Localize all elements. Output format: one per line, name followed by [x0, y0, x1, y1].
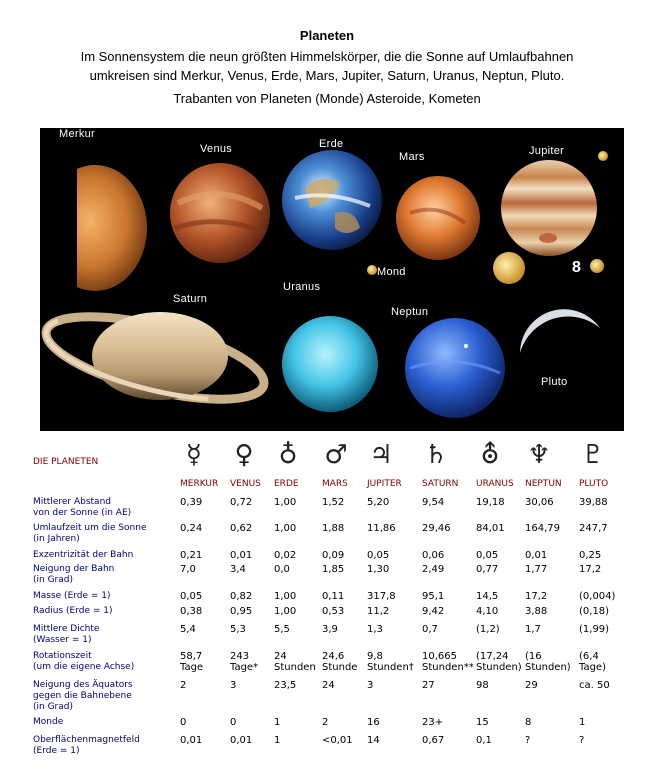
- table-cell: 0,05: [367, 550, 390, 561]
- uranus-planet: [282, 316, 378, 412]
- planet-symbol-saturn: ♄: [424, 440, 448, 470]
- table-cell: 3: [367, 680, 374, 691]
- table-cell: 29,46: [422, 523, 451, 534]
- table-cell: 0,1: [476, 735, 492, 746]
- table-cell: 1: [274, 735, 281, 746]
- table-cell: 317,8: [367, 591, 396, 602]
- table-cell: <0,01: [322, 735, 353, 746]
- intro-line-1: Im Sonnensystem die neun größten Himmelskörper, die die Sonne auf Umlaufbahnen: [80, 49, 574, 64]
- intro-line-2: umkreisen sind Merkur, Venus, Erde, Mars, Jupiter, Saturn, Uranus, Neptun, Pluto.: [89, 68, 565, 83]
- table-cell: (17,24 Stunden): [476, 651, 522, 673]
- planet-symbol-pluto: ♇: [581, 440, 605, 470]
- row-label-line: Mittlerer Abstand: [33, 497, 111, 507]
- table-cell: 0,72: [230, 497, 253, 508]
- label-pluto: Pluto: [541, 376, 568, 388]
- planet-symbol-erde: ♁: [278, 440, 298, 470]
- table-cell: 1: [579, 717, 586, 728]
- row-label-line: Oberflächenmagnetfeld: [33, 735, 140, 745]
- table-cell: 8: [525, 717, 532, 728]
- table-cell: 0,24: [180, 523, 203, 534]
- table-cell: 1,30: [367, 564, 390, 575]
- label-mars: Mars: [399, 151, 425, 163]
- row-label: [33, 680, 178, 713]
- intro-line-3: Trabanten von Planeten (Monde) Asteroide, Kometen: [173, 91, 481, 106]
- table-cell: 1,52: [322, 497, 345, 508]
- table-cell: 2: [322, 717, 329, 728]
- table-cell: 1,77: [525, 564, 548, 575]
- table-cell: 0: [180, 717, 187, 728]
- row-label-line: (in Jahren): [33, 534, 80, 544]
- table-cell: 0,77: [476, 564, 499, 575]
- column-header-jupiter: JUPITER: [367, 479, 402, 489]
- table-cell: 24: [322, 680, 335, 691]
- row-label-line: gegen die Bahnebene: [33, 691, 132, 701]
- table-cell: 0,06: [422, 550, 445, 561]
- table-cell: 30,06: [525, 497, 554, 508]
- table-cell: (6,4 Tage): [579, 651, 606, 673]
- table-cell: 0,7: [422, 624, 438, 635]
- table-cell: 0,01: [230, 550, 253, 561]
- table-cell: 24,6 Stunde: [322, 651, 358, 673]
- table-cell: 39,88: [579, 497, 608, 508]
- label-erde: Erde: [319, 138, 344, 150]
- table-cell: 1,00: [274, 497, 297, 508]
- row-label: [33, 523, 178, 545]
- row-label: [33, 651, 178, 673]
- table-cell: 5,5: [274, 624, 290, 635]
- table-cell: 1,00: [274, 606, 297, 617]
- column-header-uranus: URANUS: [476, 479, 514, 489]
- row-label-line: (in Grad): [33, 702, 73, 712]
- table-cell: (0,004): [579, 591, 616, 602]
- table-cell: 0,67: [422, 735, 445, 746]
- table-cell: (1,2): [476, 624, 500, 635]
- table-cell: 3: [230, 680, 237, 691]
- column-header-neptun: NEPTUN: [525, 479, 562, 489]
- label-neptun: Neptun: [391, 306, 429, 318]
- row-label-line: Exzentrizität der Bahn: [33, 550, 134, 560]
- table-cell: 7,0: [180, 564, 196, 575]
- row-label-line: Mittlere Dichte: [33, 624, 100, 634]
- row-label-line: von der Sonne (in AE): [33, 508, 132, 518]
- label-mond: Mond: [377, 266, 406, 278]
- table-cell: 5,3: [230, 624, 246, 635]
- column-header-mars: MARS: [322, 479, 348, 489]
- label-venus: Venus: [200, 143, 233, 155]
- label-jupiter-moons: 8: [572, 259, 582, 276]
- table-cell: 84,01: [476, 523, 505, 534]
- row-label-line: (Wasser = 1): [33, 635, 92, 645]
- saturn-planet: [92, 312, 228, 400]
- table-cell: 24 Stunden: [274, 651, 316, 673]
- table-cell: 1,3: [367, 624, 383, 635]
- row-label-line: Masse (Erde = 1): [33, 591, 111, 601]
- row-label: [33, 497, 178, 519]
- table-cell: ca. 50: [579, 680, 610, 691]
- planets-illustration: [40, 128, 624, 431]
- table-cell: 10,665 Stunden**: [422, 651, 474, 673]
- row-label-line: (um die eigene Achse): [33, 662, 135, 672]
- table-cell: 0,38: [180, 606, 203, 617]
- table-cell: 9,42: [422, 606, 445, 617]
- table-cell: 4,10: [476, 606, 499, 617]
- table-cell: 3,88: [525, 606, 548, 617]
- venus-planet: [170, 163, 270, 263]
- column-header-merkur: MERKUR: [180, 479, 219, 489]
- table-cell: 0,0: [274, 564, 290, 575]
- column-header-pluto: PLUTO: [579, 479, 609, 489]
- page-title: Planeten: [299, 28, 355, 43]
- table-cell: 11,2: [367, 606, 390, 617]
- row-label-line: Rotationszeit: [33, 651, 92, 661]
- row-label-line: (in Grad): [33, 575, 73, 585]
- table-cell: 1,00: [274, 591, 297, 602]
- table-cell: 14,5: [476, 591, 499, 602]
- table-cell: ?: [525, 735, 531, 746]
- table-cell: 0,01: [525, 550, 548, 561]
- row-label-line: Umlaufzeit um die Sonne: [33, 523, 147, 533]
- table-cell: 0,21: [180, 550, 203, 561]
- table-cell: (16 Stunden): [525, 651, 571, 673]
- table-cell: ?: [579, 735, 585, 746]
- table-cell: 0,02: [274, 550, 297, 561]
- planets-image: [40, 128, 624, 431]
- row-label: [33, 564, 178, 586]
- table-cell: 0,62: [230, 523, 253, 534]
- column-header-erde: ERDE: [274, 479, 299, 489]
- table-cell: 95,1: [422, 591, 445, 602]
- planet-symbol-mars: ♂: [324, 440, 348, 470]
- row-label: [33, 735, 178, 757]
- row-label-line: Radius (Erde = 1): [33, 606, 113, 616]
- table-cell: (1,99): [579, 624, 610, 635]
- planet-symbol-uranus: ⛢: [480, 440, 500, 470]
- table-cell: (0,18): [579, 606, 610, 617]
- table-cell: 0,01: [230, 735, 253, 746]
- table-cell: 29: [525, 680, 538, 691]
- table-cell: 17,2: [579, 564, 602, 575]
- table-cell: 58,7 Tage: [180, 651, 204, 673]
- row-label-line: Neigung der Bahn: [33, 564, 115, 574]
- table-cell: 23+: [422, 717, 444, 728]
- table-cell: 0,82: [230, 591, 253, 602]
- table-cell: 1: [274, 717, 281, 728]
- planet-symbol-jupiter: ♃: [369, 440, 393, 470]
- table-cell: 19,18: [476, 497, 505, 508]
- planet-symbol-venus: ♀: [234, 440, 254, 470]
- erde-planet: [282, 150, 382, 250]
- table-cell: 0,53: [322, 606, 345, 617]
- table-cell: 3,9: [322, 624, 338, 635]
- table-cell: 247,7: [579, 523, 608, 534]
- table-cell: 0: [230, 717, 237, 728]
- table-cell: 0,25: [579, 550, 602, 561]
- table-cell: 0,05: [476, 550, 499, 561]
- table-cell: 27: [422, 680, 435, 691]
- row-label: [33, 550, 178, 561]
- table-cell: 5,4: [180, 624, 196, 635]
- table-heading: DIE PLANETEN: [33, 457, 99, 467]
- table-cell: 0,09: [322, 550, 345, 561]
- table-cell: 9,54: [422, 497, 445, 508]
- table-cell: 98: [476, 680, 489, 691]
- label-uranus: Uranus: [283, 281, 321, 293]
- column-header-venus: VENUS: [230, 479, 261, 489]
- table-cell: 11,86: [367, 523, 396, 534]
- label-jupiter: Jupiter: [529, 145, 565, 157]
- table-cell: 1,7: [525, 624, 541, 635]
- column-header-saturn: SATURN: [422, 479, 459, 489]
- pluto-planet: [520, 309, 600, 353]
- table-cell: 0,39: [180, 497, 203, 508]
- row-label-line: Neigung des Äquators: [33, 680, 133, 690]
- table-cell: 243 Tage*: [230, 651, 259, 673]
- table-cell: 5,20: [367, 497, 390, 508]
- table-cell: 0,95: [230, 606, 253, 617]
- label-merkur: Merkur: [59, 128, 96, 140]
- table-cell: 16: [367, 717, 380, 728]
- row-label-line: Monde: [33, 717, 64, 727]
- row-label: [33, 606, 178, 617]
- table-cell: 2: [180, 680, 187, 691]
- row-label: [33, 591, 178, 602]
- table-cell: 2,49: [422, 564, 445, 575]
- table-cell: 1,88: [322, 523, 345, 534]
- table-cell: 164,79: [525, 523, 560, 534]
- label-saturn: Saturn: [173, 293, 208, 305]
- table-cell: 1,85: [322, 564, 345, 575]
- row-label: [33, 717, 178, 728]
- table-cell: 0,05: [180, 591, 203, 602]
- table-cell: 3,4: [230, 564, 246, 575]
- table-cell: 23,5: [274, 680, 297, 691]
- table-cell: 0,11: [322, 591, 345, 602]
- row-label-line: (Erde = 1): [33, 746, 80, 756]
- planet-symbol-neptun: ♆: [527, 440, 551, 470]
- table-cell: 0,01: [180, 735, 203, 746]
- planet-symbol-merkur: ☿: [186, 440, 202, 470]
- table-cell: 14: [367, 735, 380, 746]
- table-cell: 1,00: [274, 523, 297, 534]
- row-label: [33, 624, 178, 646]
- table-cell: 9,8 Stunden†: [367, 651, 414, 673]
- table-cell: 15: [476, 717, 489, 728]
- table-cell: 17,2: [525, 591, 548, 602]
- mars-planet: [396, 176, 480, 260]
